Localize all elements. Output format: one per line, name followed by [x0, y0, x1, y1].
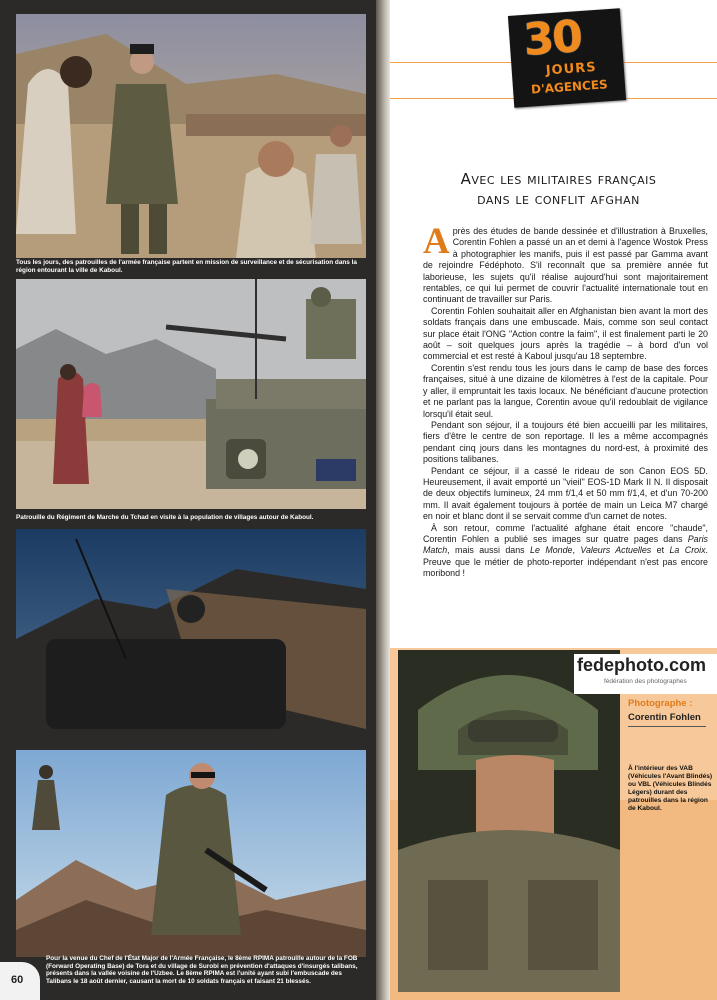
article-title-line2: dans le conflit afghan	[477, 190, 640, 208]
fedephoto-logo	[574, 654, 717, 694]
photo-night-vehicle	[16, 529, 366, 743]
photo-vehicle-villagers	[16, 279, 366, 509]
article-paragraph: Pendant ce séjour, il a cassé le rideau de son Canon EOS 5D. Heureusement, il avait emporté un "vieil" EOS-1D Mark II N. Il disposait de deux objectifs lumineux, 24 mm f/1,4 et 50 mm f/1,4, et d'un 70-200 mm. Il avait également toujours à portée de main un Leica M7 chargé en noir et blanc dont il se servait comme d'un carnet de notes.	[423, 465, 708, 522]
article-paragraph: Pendant son séjour, il a toujours été bien accueilli par les militaires, fiers d'être le centre de son reportage. Il les a même accompagnés pendant cinq jours dans les montagnes du nord-est, à proximité des positions talibanes.	[423, 419, 708, 465]
photographer-label: Photographe :	[628, 698, 693, 709]
article-title-line1: Avec les militaires français	[460, 170, 657, 188]
article-paragraph: Corentin s'est rendu tous les jours dans le camp de base des forces françaises, situé à une dizaine de kilomètres à l'est de la capitale. Pour y aller, il empruntait les taxis locaux. Ne bénéficiant d'aucune protection et ne parlant pas la langue, Corentin avoue qu'il redoublait de vigilance lorsqu'il était seul.	[423, 362, 708, 419]
logo-number: 30	[521, 11, 583, 66]
photo-soldier-portrait	[398, 650, 620, 992]
fedephoto-tagline: fédération des photographes	[604, 678, 687, 685]
caption-photo-2: Patrouille du Régiment de Marche du Tchad en visite à la population de villages autour de Kaboul.	[16, 514, 314, 521]
caption-photo-4: Pour la venue du Chef de l'État Major de l'Armée Française, le 8ème RPIMA patrouille autour de la FOB (Forward Operating Base) de Tora et du village de Surobi en prévention d'attaques d'insurgés talibans, présents dans la vallée voisine de l'Uzbee. Le 8ème RPIMA est l'unité ayant subi l'embuscade des Talibans le 18 août dernier, causant la mort de 10 soldats français et faisant 21 blessés.	[46, 955, 358, 985]
sidebar-caption: À l'intérieur des VAB (Véhicules l'Avant Blindés) ou VBL (Véhicules Blindés Légers) durant des patrouilles dans la région de Kaboul.	[628, 765, 713, 813]
page-number: 60	[11, 974, 24, 986]
article-body	[423, 221, 708, 580]
page-gutter	[376, 0, 390, 1000]
photo-patrol-children	[16, 14, 366, 258]
page-number-badge	[0, 962, 40, 1000]
drop-cap: A	[423, 221, 450, 262]
caption-photo-1: Tous les jours, des patrouilles de l'armée française partent en mission de surveillance et de sécurisation dans la région entourant la ville de Kaboul.	[16, 259, 357, 274]
section-logo	[508, 8, 626, 108]
article-paragraph-last: À son retour, comme l'actualité afghane était encore "chaude", Corentin Fohlen a publié ses images sur quatre pages dans Paris Match, mais aussi dans Le Monde, Valeurs Actuelles et La Croix. Preuve que le métier de photo-reporter indépendant n'est pas encore moribond !	[423, 522, 708, 579]
article-paragraph: Corentin Fohlen souhaitait aller en Afghanistan bien avant la mort des soldats français dans une embuscade. Mais, comme son seul contact sur place était l'ONG "Action contre la faim", il est finalement parti le 20 août – soit quelques jours après la tragédie – à bord d'un vol commercial et est resté à Kaboul jusqu'au 18 septembre.	[423, 305, 708, 362]
photographer-name: Corentin Fohlen	[628, 712, 701, 723]
photographer-underline	[628, 726, 706, 727]
fedephoto-brand: fedephoto.com	[577, 655, 706, 675]
logo-jours: JOURS	[545, 59, 598, 79]
logo-agences: D'AGENCES	[530, 77, 609, 97]
photo-soldier-ridge	[16, 750, 366, 957]
article-paragraph: Après des études de bande dessinée et d'illustration à Bruxelles, Corentin Fohlen a passé un an et demi à l'agence Wostok Press à photographier les manifs, puis il est passé par Gamma avant de rejoindre Fédéphoto. S'il reconnaît que sa première année fut laborieuse, les sujets qu'il réalise aujourd'hui sont majoritairement rentables, ce qui lui permet de couvrir l'actualité internationale tout en continuant de travailler sur Paris.	[423, 221, 708, 305]
